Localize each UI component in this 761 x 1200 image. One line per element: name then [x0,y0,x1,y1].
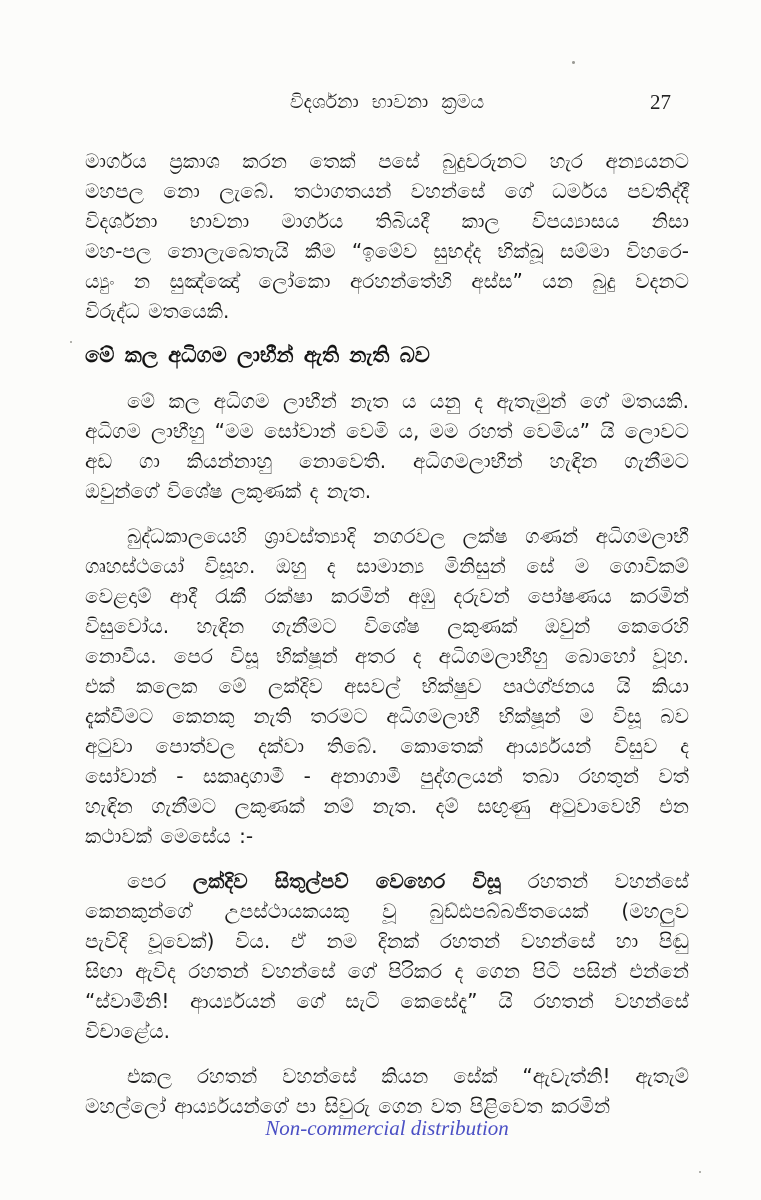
section-heading: මේ කල අධිගම ලාභීන් ඇති නැති බව [85,343,430,367]
page-number: 27 [650,90,671,114]
text-body [85,146,689,1121]
text-line [85,866,689,896]
text-line: ය්‍යුං න සුඤ්ඤෝ ලෝකො අරහන්තේහි අස්ස” යන බුදු වදනට [85,269,689,293]
text-line: මහ-පල නොලැබෙතැයි කීම “ඉමේව සුභද්ද භික්ඛූ සම්මා විහරෙ- [85,239,689,263]
text-line: එකල රහතන් වහන්සේ කියන සේක් “ඇවැත්නි! ඇතැම් [127,1064,689,1088]
plain-text: රහතන් වහන්සේ [501,869,689,893]
paragraph [85,1061,689,1121]
text-line: මහපල නො ලැබේ. තථාගතයන් වහන්සේ ගේ ධර්මය පවතිද්දී [85,179,689,203]
text-line: පැවිදි වූවෙක්) විය. ඒ නම දිනක් රහතන් වහන්සේ හා පිඬු [85,929,689,953]
text-line: වෙළදාම් ආදී රැකී රක්ෂා කරමින් අඹු දරුවන් පෝෂණය කරමින් [85,584,689,608]
text-line: විදර්ශනා භාවනා මාර්ගය තිබියදී කාල විපය්‍යාසය නිසා [85,209,689,233]
text-line: කෙනකුන්ගේ උපස්ථායකයකු වූ බුඩ්ඪපබ්බජිතයෙක් (මහලුව [85,899,689,923]
text-line: මාර්ගය ප්‍රකාශ කරන තෙක් පසේ බුදුවරුනට හැර අන්‍යයනට [85,149,689,173]
text-line: මහල්ලෝ ආර්ය්‍යයන්ගේ පා සිවුරු ගෙන වත පිළිවෙත කරමින් [85,1094,611,1118]
text-line: මේ කල අධිගම ලාභීන් නැත ය යනු ද ඇතැමුන් ගේ මතයකි. [127,389,689,413]
text-line: කථාවක් මෙසේය :- [85,824,254,848]
page-header [85,88,689,116]
text-line: හැඳින ගැනීමට ලකුණක් නම් නැත. දම් සඟුණු අටුවාවෙහි එන [85,794,689,818]
text-line: නොවීය. පෙර විසූ භික්ෂූන් අතර ද අධිගමලාභීහු බොහෝ වූහ. [85,644,689,668]
scan-speck [699,1171,701,1173]
text-line: අටුවා පොත්වල දක්වා තිබේ. කොතෙක් ආර්ය්‍යයන් විසුව ද [85,734,689,758]
paragraph [85,521,689,851]
paragraph [85,866,689,1046]
text-line: ගෘහස්ථයෝ විසූහ. ඔහු ද සාමාන්‍ය මිනිසුන් සේ ම ගොවිකම් [85,554,689,578]
text-line: “ස්වාමීනි! ආර්ය්‍යයන් ගේ සැටි කෙසේදැ” යි රහතන් වහන්සේ [85,989,689,1013]
footer-note: Non-commercial distribution [265,1116,509,1140]
text-line: දැක්වීමට කෙනකු නැති තරමට අධිගමලාභී භික්ෂූන් ම විසූ බව [85,704,689,728]
text-line: බුද්ධකාලයෙහි ශ්‍රාවස්ත්‍යාදි නගරවල ලක්ෂ ගණන් අධිගමලාභී [127,524,689,548]
plain-text: පෙර [127,869,193,893]
scan-speck [70,341,72,343]
text-line: විචාළේය. [85,1019,170,1043]
running-title: විදර්ශනා භාවනා ක්‍රමය [289,91,485,113]
text-line: විසුවෝය. හැඳින ගැනීමට විශේෂ ලකුණක් ඔවුන් කෙරෙහි [85,614,689,638]
scan-speck [572,61,575,64]
bold-text: ලක්දිව සිතුල්පව් වෙහෙර විසූ [192,869,502,893]
text-line: අධිගම ලාභීහු “මම සෝවාන් වෙමි ය, මම රහත් වෙමිය” යි ලොවට [85,419,689,443]
text-line: විරුද්ධ මතයෙකි. [85,299,230,323]
text-line: සිඟා ඇවිද රහතන් වහන්සේ ගේ පිරිකර ද ගෙන පිටි පසින් එන්නේ [85,959,689,983]
paragraph [85,146,689,326]
text-line: අඩ ගා කියන්නාහු නොවෙති. අධිගමලාභීන් හැඳින ගැනීමට [85,449,689,473]
paragraph [85,386,689,506]
text-line: සෝවාන් - සකෘදාගාමී - අනාගාමී පුද්ගලයන් තබා රහතුන් වත් [85,764,689,788]
text-line: එක් කලෙක මේ ලක්දිව අසවල් භික්ෂුව පෘථග්ජනය යි කියා [85,674,689,698]
text-line: ඔවුන්ගේ විශේෂ ලකුණක් ද නැත. [85,479,372,503]
